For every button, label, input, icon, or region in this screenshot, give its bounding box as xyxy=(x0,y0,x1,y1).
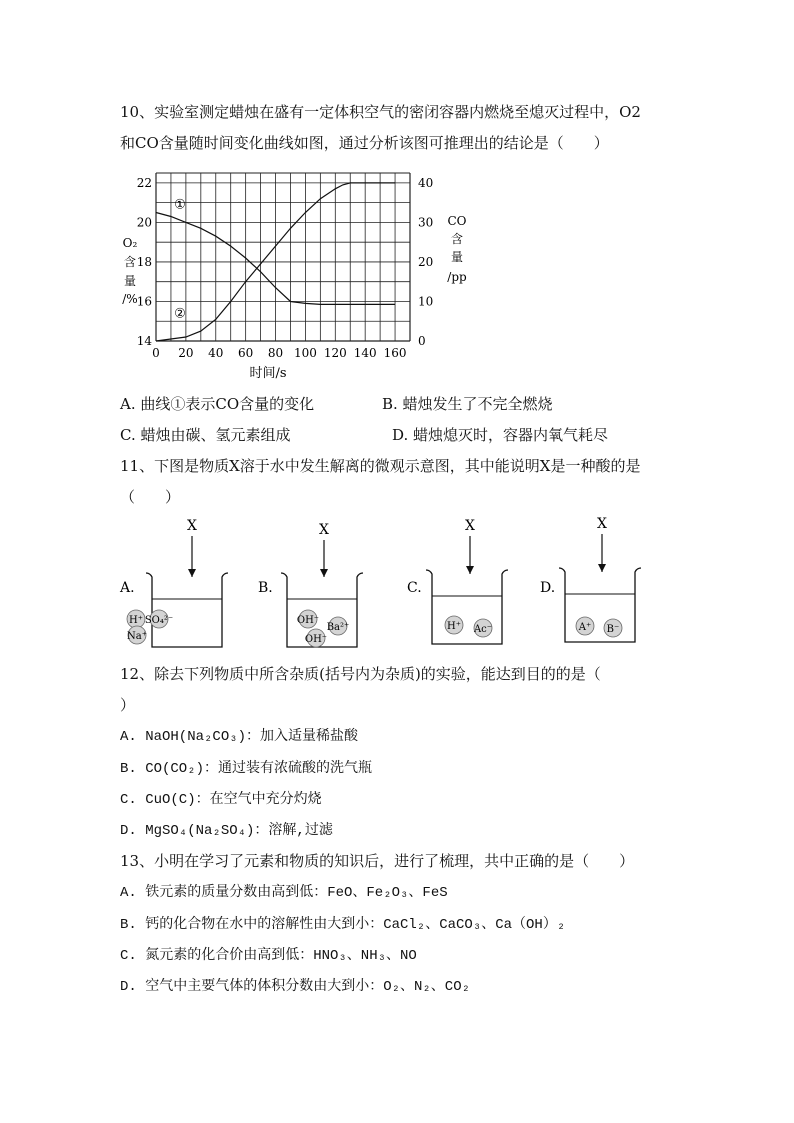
q13-option-b: B. 钙的化合物在水中的溶解性由大到小：CaCl₂、CaCO₃、Ca（OH）₂ xyxy=(120,917,566,933)
x-tick-label: 140 xyxy=(353,346,377,360)
y-right-tick-label: 40 xyxy=(418,175,434,190)
q12-stem-line2: ） xyxy=(120,696,136,714)
x-tick-label: 80 xyxy=(267,346,284,360)
beaker-outline xyxy=(426,570,508,644)
q13-option-c: C. 氮元素的化合价由高到低：HNO₃、NH₃、NO xyxy=(120,948,417,964)
y-left-tick-label: 18 xyxy=(136,254,152,269)
curve-label-1: ① xyxy=(174,197,186,213)
curve-label-2: ② xyxy=(174,306,186,322)
q11-stem-line2: （ ） xyxy=(120,488,181,506)
y-left-axis-label: 量 xyxy=(123,274,137,288)
q12-option-c: C. CuO(C)：在空气中充分灼烧 xyxy=(120,792,322,808)
beaker-option-d xyxy=(540,516,641,642)
q10-stem-line1: 10、实验室测定蜡烛在盛有一定体积空气的密闭容器内燃烧至熄灭过程中，O2 xyxy=(120,103,641,121)
ion-label: OH⁻ xyxy=(296,615,320,626)
beaker-option-a xyxy=(119,518,228,647)
chart-grid xyxy=(156,173,410,341)
substance-x-label: X xyxy=(319,522,329,538)
ion-label: B⁻ xyxy=(606,624,620,635)
y-left-axis-label: /% xyxy=(122,292,138,306)
ion-label: Ac⁻ xyxy=(473,624,493,635)
q10-option-c: C. 蜡烛由碳、氢元素组成 xyxy=(120,426,291,444)
arrow-head xyxy=(466,566,474,574)
x-tick-label: 60 xyxy=(238,346,254,360)
q13-option-a: A. 铁元素的质量分数由高到低：FeO、Fe₂O₃、FeS xyxy=(120,885,448,901)
x-tick-label: 120 xyxy=(323,346,347,360)
arrow-head xyxy=(598,564,606,572)
y-right-tick-label: 30 xyxy=(418,215,434,230)
x-tick-label: 0 xyxy=(152,346,160,360)
y-right-axis-label: CO xyxy=(447,214,467,228)
y-right-tick-label: 20 xyxy=(418,254,434,269)
substance-x-label: X xyxy=(187,518,197,534)
q12-option-b: B. CO(CO₂)：通过装有浓硫酸的洗气瓶 xyxy=(120,761,373,777)
ion-label: OH⁻ xyxy=(304,634,328,645)
ion-label: Na⁺ xyxy=(127,631,147,642)
q11-stem-line1: 11、下图是物质X溶于水中发生解离的微观示意图，其中能说明X是一种酸的是 xyxy=(120,457,641,475)
q11-beakers xyxy=(110,512,670,657)
ion-label: H⁺ xyxy=(447,621,461,632)
q13-stem-line1: 13、小明在学习了元素和物质的知识后，进行了梳理，共中正确的是（ ） xyxy=(120,852,635,870)
y-left-tick-label: 16 xyxy=(136,294,152,309)
q10-option-b: B. 蜡烛发生了不完全燃烧 xyxy=(382,395,553,413)
y-left-axis-label: 含 xyxy=(123,255,137,269)
x-axis-label: 时间/s xyxy=(249,366,287,381)
ion-label: SO₄²⁻ xyxy=(144,615,174,626)
arrow-head xyxy=(188,569,196,577)
y-right-axis-label: 含 xyxy=(450,232,464,246)
substance-x-label: X xyxy=(597,516,607,532)
q13-option-d: D. 空气中主要气体的体积分数由大到小：O₂、N₂、CO₂ xyxy=(120,979,471,995)
x-tick-label: 160 xyxy=(383,346,407,360)
q12-option-a: A. NaOH(Na₂CO₃)：加入适量稀盐酸 xyxy=(120,729,359,745)
q10-stem-line2: 和CO含量随时间变化曲线如图，通过分析该图可推理出的结论是（ ） xyxy=(120,134,609,152)
y-right-tick-label: 10 xyxy=(418,294,434,309)
q10-option-a: A. 曲线①表示CO含量的变化 xyxy=(120,395,315,413)
beaker-option-c xyxy=(407,518,508,644)
y-left-axis-label: O₂ xyxy=(122,236,138,250)
beaker-letter: D. xyxy=(540,580,556,596)
beaker-option-b xyxy=(258,522,363,647)
substance-x-label: X xyxy=(465,518,475,534)
x-tick-label: 40 xyxy=(208,346,224,360)
beaker-letter: C. xyxy=(407,580,422,596)
beaker-letter: B. xyxy=(258,580,273,596)
q10-chart xyxy=(118,165,478,385)
y-right-axis-label: /pp xyxy=(447,270,467,284)
q12-option-d: D. MgSO₄(Na₂SO₄)：溶解,过滤 xyxy=(120,823,333,839)
ion-label: H⁺ xyxy=(129,615,143,626)
q10-option-d: D. 蜡烛熄灭时，容器内氧气耗尽 xyxy=(392,426,609,444)
arrow-head xyxy=(320,569,328,577)
y-left-tick-label: 20 xyxy=(136,215,152,230)
y-left-tick-label: 14 xyxy=(136,334,152,348)
y-right-axis-label: 量 xyxy=(450,250,464,264)
ion-label: A⁺ xyxy=(578,622,592,633)
y-right-tick-label: 0 xyxy=(418,334,426,348)
x-tick-label: 20 xyxy=(178,346,194,360)
beaker-letter: A. xyxy=(120,580,135,596)
y-left-tick-label: 22 xyxy=(136,175,152,190)
q12-stem-line1: 12、除去下列物质中所含杂质(括号内为杂质)的实验，能达到目的的是（ xyxy=(120,665,601,683)
x-tick-label: 100 xyxy=(293,346,317,360)
beaker-outline xyxy=(559,568,641,642)
ion-label: Ba²⁺ xyxy=(326,622,350,633)
